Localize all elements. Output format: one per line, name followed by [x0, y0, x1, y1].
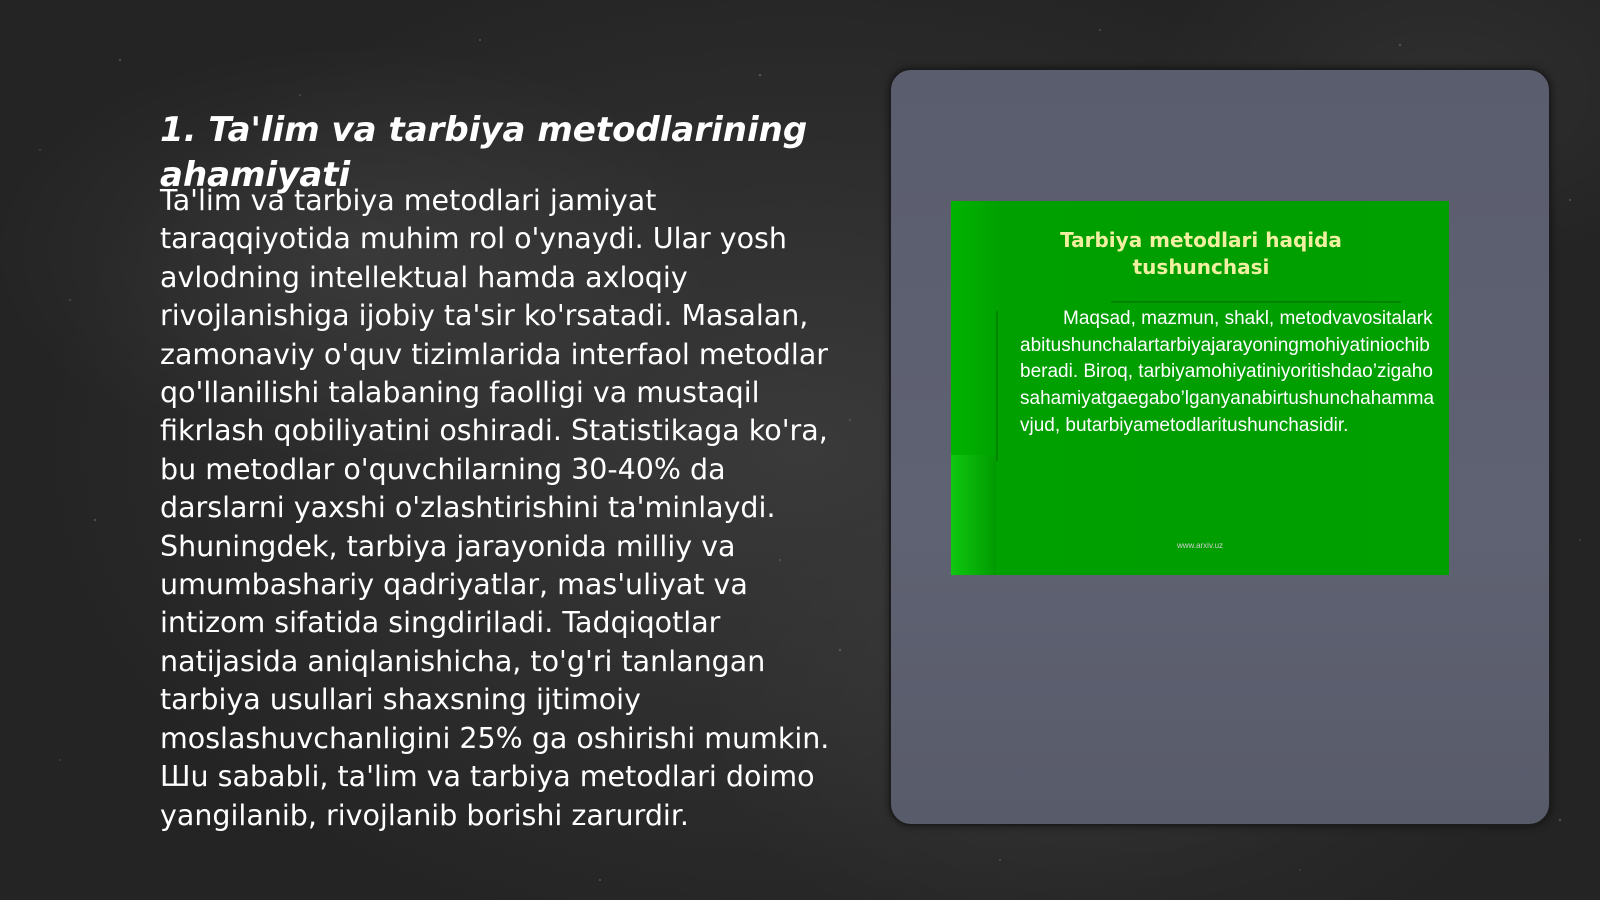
decorative-strip: [951, 455, 996, 575]
embedded-slide-footer: www.arxiv.uz: [1176, 541, 1224, 550]
embedded-slide-title: Tarbiya metodlari haqida tushunchasi: [1060, 228, 1342, 279]
slide-title: 1. Ta'lim va tarbiya metodlarining ahamiyati: [160, 110, 808, 195]
decorative-vertical-line: [996, 311, 998, 461]
decorative-divider: [1111, 301, 1401, 303]
embedded-slide-body: Maqsad, mazmun, shakl, metodvavositalarkabitushunchalartarbiyajarayoningmohiyatiniochibberadi. Biroq, tarbiyamohiyatiniyoritishdao’zigahosahamiyatgaegabo’lganyanabirtushunchahammavjud, butarbiyametodlaritushunchasidir.: [1020, 308, 1435, 436]
image-frame: [889, 68, 1551, 826]
text-column: [160, 108, 840, 835]
slide-body-text: Ta'lim va tarbiya metodlari jamiyat taraqqiyotida muhim rol o'ynaydi. Ular yosh avlodning intellektual hamda axloqiy rivojlanishiga ijobiy ta'sir ko'rsatadi. Masalan, zamonaviy o'quv tizimlarida interfaol metodlar qo'llanilishi talabaning faolligi va mustaqil fikrlash qobiliyatini oshiradi. Statistikaga ko'ra, bu metodlar o'quvchilarning 30-40% da darslarni yaxshi o'zlashtirishini ta'minlaydi. Shuningdek, tarbiya jarayonida milliy va umumbashariy qadriyatlar, mas'uliyat va intizom sifatida singdiriladi. Tadqiqotlar natijasida aniqlanishicha, to'g'ri tanlangan tarbiya usullari shaxsning ijtimoiy moslashuvchanligini 25% ga oshirishi mumkin. Шu sababli, ta'lim va tarbiya metodlari doimo yangilanib, rivojlanib borishi zarurdir.: [160, 184, 830, 832]
embedded-slide-image: [951, 201, 1449, 575]
